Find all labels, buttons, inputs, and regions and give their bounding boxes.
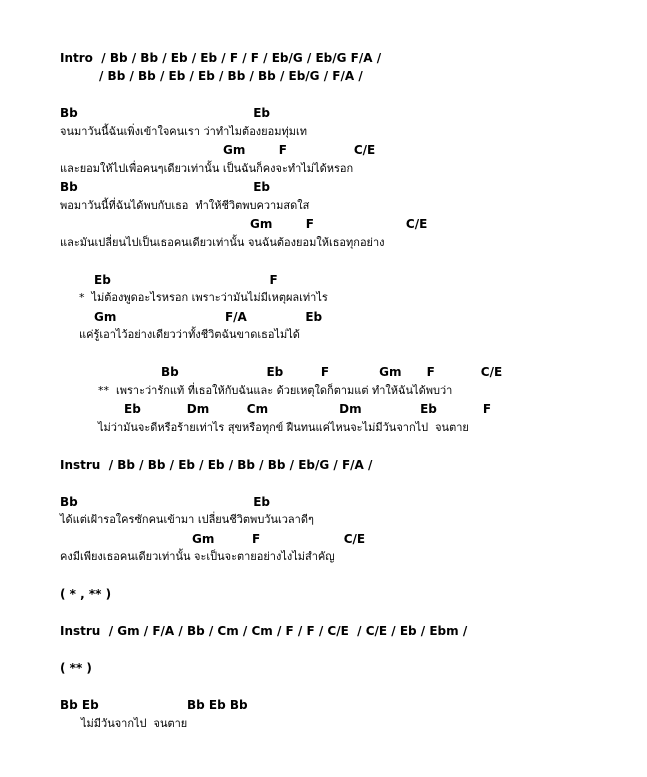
chorus2-chords-2: Eb Dm Cm Dm Eb F xyxy=(124,402,492,416)
chorus1-chords-2: Gm F/A Eb xyxy=(94,310,323,324)
verse1-lyric-1: จนมาวันนี้ฉันเพิ่งเข้าใจคนเรา ว่าทำไมต้องยอมทุ่มเท xyxy=(60,125,307,138)
verse1-chords-4: Gm F C/E xyxy=(250,217,428,231)
intro-line-2: / Bb / Bb / Eb / Eb / Bb / Bb / Eb/G / F/A / xyxy=(99,69,363,83)
chorus1-lyric-1: * ไม่ต้องพูดอะไรหรอก เพราะว่ามันไม่มีเหตุผลเท่าไร xyxy=(79,291,328,304)
outro-lyric-1: ไม่มีวันจากไป จนตาย xyxy=(81,717,188,730)
verse2-chords-2: Gm F C/E xyxy=(192,532,366,546)
verse1-lyric-4: และมันเปลี่ยนไปเป็นเธอคนเดียวเท่านั้น จนฉันต้องยอมให้เธอทุกอย่าง xyxy=(60,236,385,249)
repeat-marker-2: ( ** ) xyxy=(60,661,92,675)
verse1-chords-1: Bb Eb xyxy=(60,106,270,120)
verse1-chords-3: Bb Eb xyxy=(60,180,270,194)
repeat-marker-1: ( * , ** ) xyxy=(60,587,112,601)
verse1-lyric-2: และยอมให้ไปเพื่อคนๆเดียวเท่านั้น เป็นฉันก็คงจะทำไม่ได้หรอก xyxy=(60,162,354,175)
chorus1-chords-1: Eb F xyxy=(94,273,278,287)
outro-chords-2: Bb Eb Bb xyxy=(187,698,248,712)
verse1-lyric-3: พอมาวันนี้ที่ฉันได้พบกับเธอ ทำให้ชีวิตพบความสดใส xyxy=(60,199,310,212)
instru-line-1: Instru / Bb / Bb / Eb / Eb / Bb / Bb / Eb/G / F/A / xyxy=(60,458,373,472)
verse2-chords-1: Bb Eb xyxy=(60,495,270,509)
intro-line-1: Intro / Bb / Bb / Eb / Eb / F / F / Eb/G / Eb/G F/A / xyxy=(60,51,382,65)
verse2-lyric-2: คงมีเพียงเธอคนเดียวเท่านั้น จะเป็นจะตายอย่างไงไม่สำคัญ xyxy=(60,550,335,563)
chorus2-lyric-2: ไม่ว่ามันจะดีหรือร้ายเท่าไร สุขหรือทุกข์ ฝืนทนแค่ไหนจะไม่มีวันจากไป จนตาย xyxy=(98,421,469,434)
chorus1-lyric-2: แค่รู้เอาไว้อย่างเดียวว่าทั้งชีวิตฉันขาดเธอไม่ได้ xyxy=(79,328,300,341)
chorus2-chords-1: Bb Eb F Gm F C/E xyxy=(161,365,503,379)
chorus2-lyric-1: ** เพราะว่ารักแท้ ที่เธอให้กับฉันและ ด้วยเหตุใดก็ตามแต่ ทำให้ฉันได้พบว่า xyxy=(98,384,453,397)
verse2-lyric-1: ได้แต่เฝ้ารอใครซักคนเข้ามา เปลี่ยนชีวิตพบวันเวลาดีๆ xyxy=(60,513,314,526)
verse1-chords-2: Gm F C/E xyxy=(223,143,376,157)
instru-line-2: Instru / Gm / F/A / Bb / Cm / Cm / F / F / C/E / C/E / Eb / Ebm / xyxy=(60,624,468,638)
outro-chords-1: Bb Eb xyxy=(60,698,99,712)
